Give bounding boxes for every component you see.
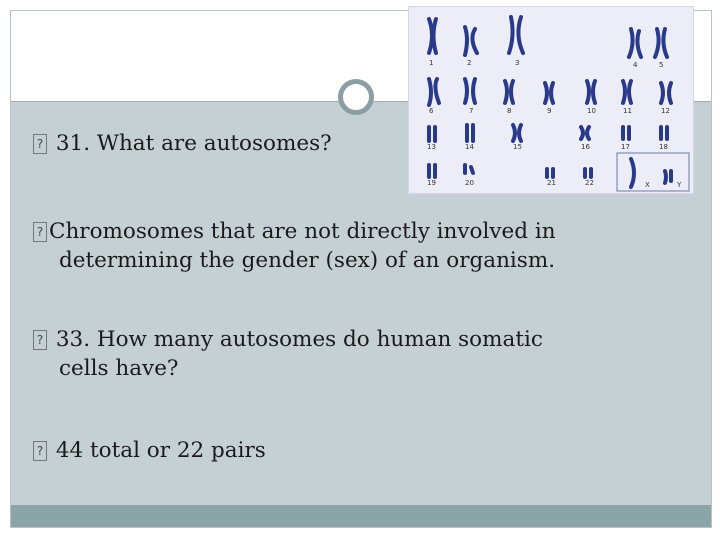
karyotype-image — [408, 6, 694, 194]
svg-text:X: X — [645, 181, 650, 189]
bullet-icon: ? — [33, 134, 47, 154]
svg-text:18: 18 — [659, 143, 668, 151]
svg-text:2: 2 — [467, 59, 472, 67]
question-33 — [33, 325, 543, 383]
svg-text:10: 10 — [587, 107, 596, 115]
question-31-text: 31. What are autosomes? — [49, 131, 332, 156]
svg-text:6: 6 — [429, 107, 434, 115]
question-31 — [33, 129, 332, 158]
svg-text:5: 5 — [659, 61, 664, 69]
svg-text:9: 9 — [547, 107, 552, 115]
answer-31-line1: Chromosomes that are not directly involved in — [49, 219, 556, 244]
svg-text:16: 16 — [581, 143, 590, 151]
svg-text:7: 7 — [469, 107, 474, 115]
question-33-line1: 33. How many autosomes do human somatic — [49, 327, 543, 352]
answer-33-text: 44 total or 22 pairs — [49, 438, 266, 463]
ring-ornament — [338, 79, 374, 115]
svg-text:17: 17 — [621, 143, 630, 151]
svg-text:19: 19 — [427, 179, 436, 187]
svg-text:14: 14 — [465, 143, 474, 151]
svg-text:21: 21 — [547, 179, 556, 187]
slide-frame — [10, 10, 712, 528]
svg-text:4: 4 — [633, 61, 638, 69]
svg-text:1: 1 — [429, 59, 434, 67]
question-33-line2: cells have? — [59, 356, 179, 381]
answer-31 — [33, 217, 556, 275]
svg-text:20: 20 — [465, 179, 474, 187]
answer-33 — [33, 436, 266, 465]
bullet-icon: ? — [33, 441, 47, 461]
svg-text:3: 3 — [515, 59, 520, 67]
svg-text:22: 22 — [585, 179, 594, 187]
bullet-icon: ? — [33, 222, 47, 242]
svg-text:11: 11 — [623, 107, 632, 115]
svg-text:13: 13 — [427, 143, 436, 151]
bullet-icon: ? — [33, 330, 47, 350]
svg-text:12: 12 — [661, 107, 670, 115]
answer-31-line2: determining the gender (sex) of an organism. — [59, 248, 556, 273]
slide-footer — [11, 505, 711, 527]
svg-text:Y: Y — [677, 181, 682, 189]
svg-text:8: 8 — [507, 107, 512, 115]
svg-text:15: 15 — [513, 143, 522, 151]
